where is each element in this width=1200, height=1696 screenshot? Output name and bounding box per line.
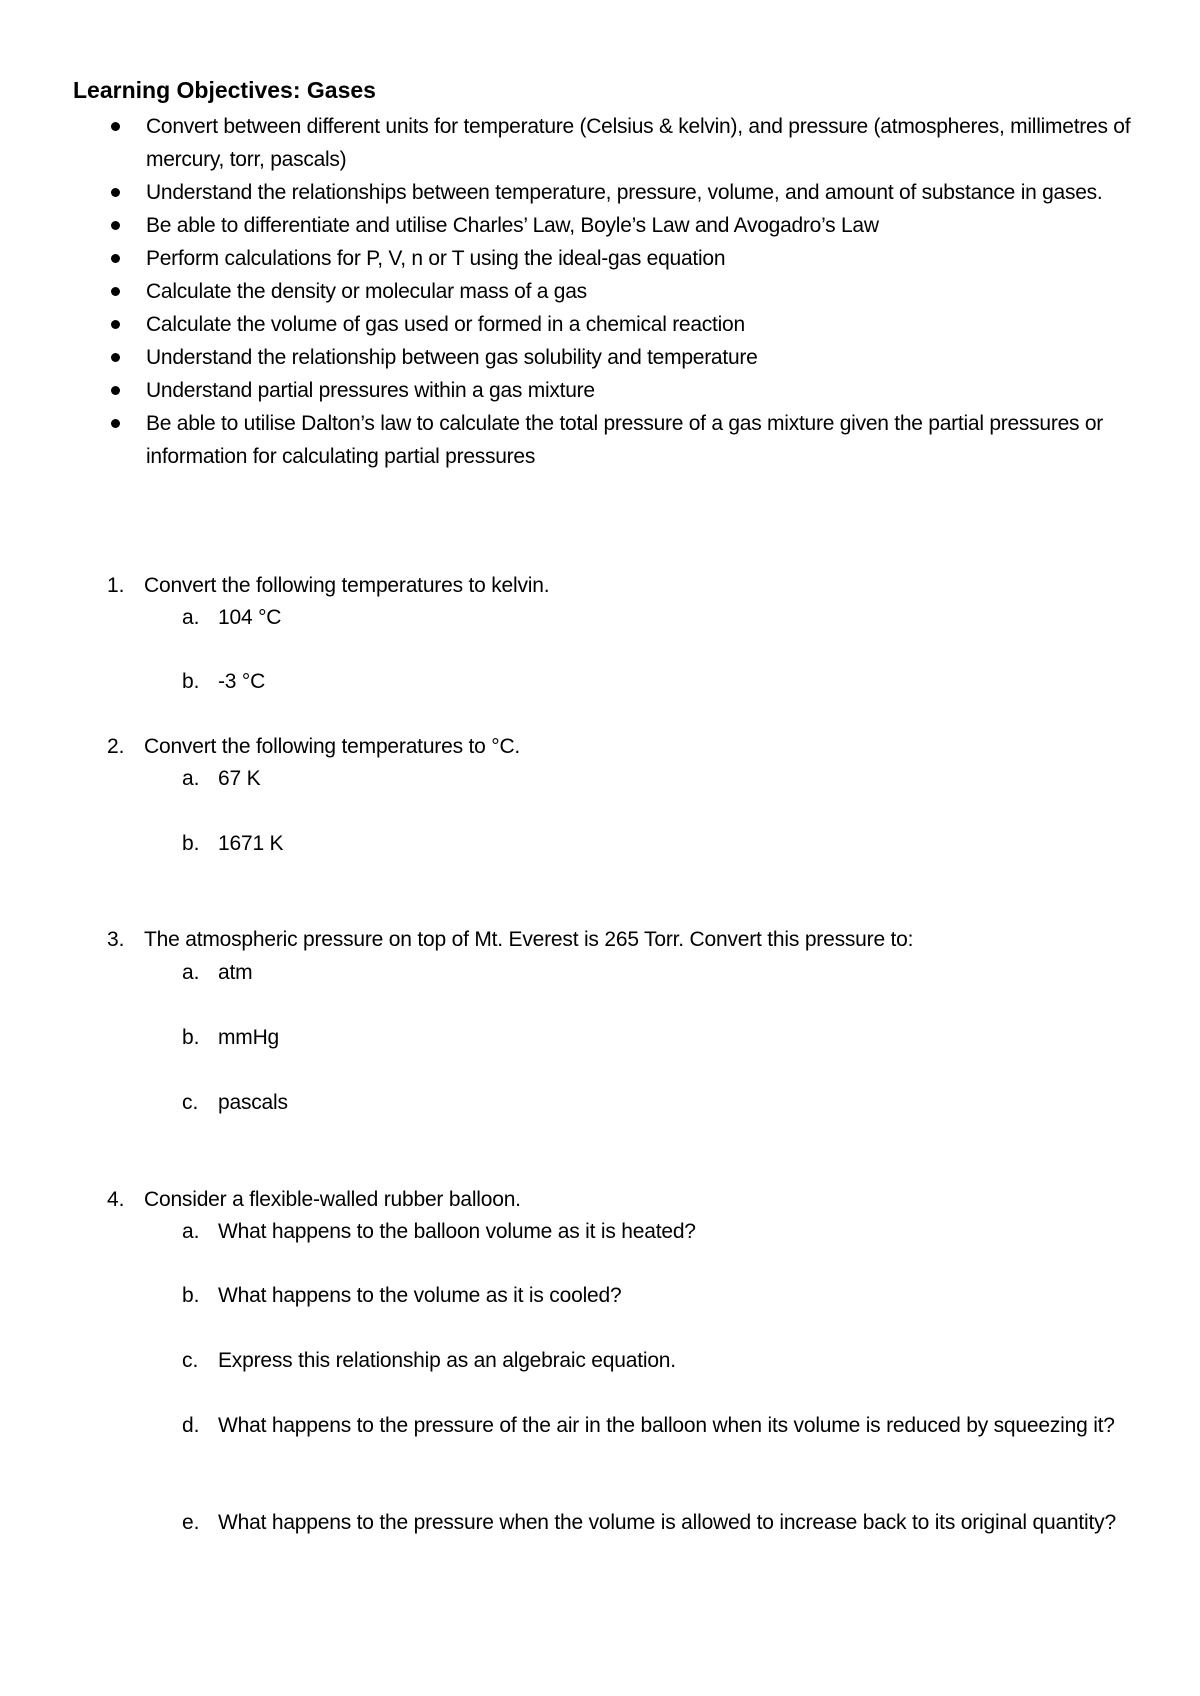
objective-text: Understand the relationships between temperature, pressure, volume, and amount of substance in gases. <box>146 181 1103 204</box>
question-number: 4. <box>107 1188 125 1211</box>
objective-item <box>0 374 1146 407</box>
objective-text: Calculate the density or molecular mass of a gas <box>146 280 587 303</box>
objective-item <box>0 275 1146 308</box>
objective-text: Convert between different units for temperature (Celsius & kelvin), and pressure (atmospheres, millimetres of mercury, torr, pascals) <box>146 115 1131 171</box>
part-letter: c. <box>182 1349 199 1372</box>
objective-text: Understand partial pressures within a gas mixture <box>146 379 595 402</box>
bullet-icon <box>111 386 120 395</box>
bullet-icon <box>111 287 120 296</box>
objective-text: Calculate the volume of gas used or formed in a chemical reaction <box>146 313 745 336</box>
part-letter: b. <box>182 670 200 693</box>
part-text: 67 K <box>218 767 261 790</box>
question-text: Consider a flexible-walled rubber balloon. <box>144 1188 521 1211</box>
objective-item <box>0 308 1146 341</box>
question-number: 2. <box>107 735 125 758</box>
objective-text: Be able to utilise Dalton’s law to calculate the total pressure of a gas mixture given the partial pressures or information for calculating partial pressures <box>146 412 1104 468</box>
part-letter: a. <box>182 767 200 790</box>
part-letter: d. <box>182 1414 200 1437</box>
part-text: What happens to the pressure of the air in the balloon when its volume is reduced by squeezing it? <box>218 1414 1115 1437</box>
objective-item <box>0 341 1146 374</box>
part-text: What happens to the pressure when the volume is allowed to increase back to its original quantity? <box>218 1511 1116 1534</box>
part-text: What happens to the balloon volume as it is heated? <box>218 1220 696 1243</box>
bullet-icon <box>111 122 120 131</box>
bullet-icon <box>111 419 120 428</box>
question-text: Convert the following temperatures to °C. <box>144 735 521 758</box>
objective-item <box>0 110 1146 176</box>
part-text: Express this relationship as an algebraic equation. <box>218 1349 676 1372</box>
question-number: 3. <box>107 928 125 951</box>
learning-objectives-list <box>0 110 1200 473</box>
part-text: atm <box>218 961 253 984</box>
part-letter: a. <box>182 1220 200 1243</box>
part-text: 104 °C <box>218 606 282 629</box>
part-letter: e. <box>182 1511 200 1534</box>
question-number: 1. <box>107 574 125 597</box>
objective-text: Perform calculations for P, V, n or T using the ideal-gas equation <box>146 247 726 270</box>
objective-item <box>0 407 1146 473</box>
question-text: Convert the following temperatures to kelvin. <box>144 574 550 597</box>
part-text: What happens to the volume as it is cooled? <box>218 1284 622 1307</box>
bullet-icon <box>111 320 120 329</box>
bullet-icon <box>111 353 120 362</box>
part-letter: b. <box>182 832 200 855</box>
part-text: -3 °C <box>218 670 266 693</box>
question-text: The atmospheric pressure on top of Mt. Everest is 265 Torr. Convert this pressure to: <box>144 928 914 951</box>
part-text: pascals <box>218 1091 288 1114</box>
objective-item <box>0 176 1146 209</box>
objective-text: Be able to differentiate and utilise Charles’ Law, Boyle’s Law and Avogadro’s Law <box>146 214 879 237</box>
objective-text: Understand the relationship between gas solubility and temperature <box>146 346 758 369</box>
part-letter: b. <box>182 1026 200 1049</box>
part-letter: a. <box>182 961 200 984</box>
bullet-icon <box>111 254 120 263</box>
objective-item <box>0 242 1146 275</box>
bullet-icon <box>111 221 120 230</box>
page-title: Learning Objectives: Gases <box>73 77 376 103</box>
part-letter: c. <box>182 1091 199 1114</box>
part-letter: b. <box>182 1284 200 1307</box>
objective-item <box>0 209 1146 242</box>
part-letter: a. <box>182 606 200 629</box>
part-text: mmHg <box>218 1026 280 1049</box>
part-text: 1671 K <box>218 832 284 855</box>
bullet-icon <box>111 188 120 197</box>
